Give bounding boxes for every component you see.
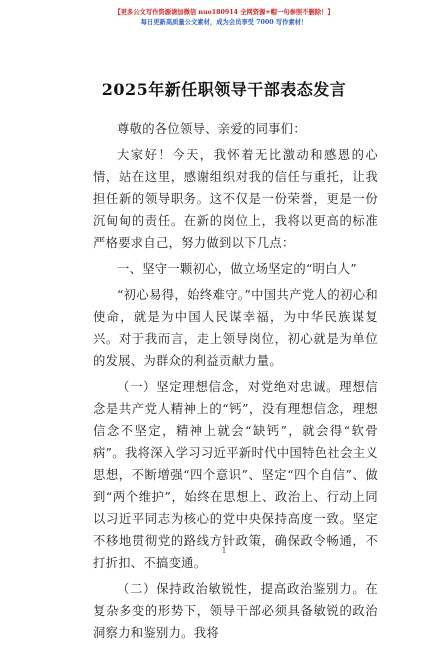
watermark-banner — [0, 8, 448, 28]
document-title: 2025年新任职领导干部表态发言 — [101, 80, 347, 99]
paragraph: （一）坚定理想信念，对党绝对忠诚。理想信念是共产党人精神上的“钙”，没有理想信念，理想信念不坚定，精神上就会“缺钙”，就会得“软骨病”。我将深入学习习近平新时代中国特色社会主义思想，不断增强“四个意识”、坚定“四个自信”、做到“两个维护”，始终在思想上、政治上、行动上同以习近平同志为核心的党中央保持高度一致。坚定不移地贯彻党的路线方针政策，确保政令畅通，不打折扣、不搞变通。 — [93, 380, 378, 570]
section-heading: 一、坚守一颗初心，做立场坚定的“明白人” — [117, 262, 357, 276]
paragraph: “初心易得，始终难守。”中国共产党人的初心和使命，就是为中国人民谋幸福，为中华民族谋复兴。对于我而言，走上领导岗位，初心就是为单位的发展、为群众的利益贡献力量。 — [93, 288, 378, 368]
paragraph: （二）保持政治敏锐性，提高政治鉴别力。在复杂多变的形势下，领导干部必须具备敏锐的政治洞察力和鉴别力。我将 — [93, 582, 378, 640]
banner-line-1: 【更多公文写作资源请加微信 nuo180914 全网资源+帽一句参照不删除！】 — [114, 9, 334, 16]
banner-line-2: 每日更新高质量公文素材，成为会员享受 7000 写作素材！ — [140, 19, 308, 26]
document-body — [93, 118, 378, 648]
salutation: 尊敬的各位领导、亲爱的同事们： — [117, 122, 306, 136]
page-number: 1 — [221, 546, 227, 555]
paragraph: 大家好！今天，我怀着无比激动和感恩的心情，站在这里，感谢组织对我的信任与重托，让我担任新的领导职务。这不仅是一份荣誉，更是一份沉甸甸的责任。在新的岗位上，我将以更高的标准严格要求自己，努力做到以下几点： — [93, 148, 378, 250]
